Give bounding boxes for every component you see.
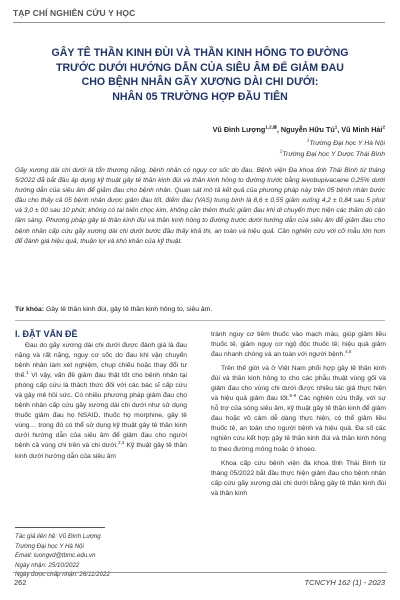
affil-text: Trường Đại học Y Dược Thái Bình xyxy=(282,151,385,158)
journal-section-label: TẠP CHÍ NGHIÊN CỨU Y HỌC xyxy=(13,8,136,18)
affil-text: Trường Đại học Y Hà Nội xyxy=(309,140,385,147)
paragraph: Khoa cấp cứu bệnh viện đa khoa tỉnh Thái Bình từ tháng 05/2022 bắt đầu thực hiện giảm đau cho bệnh nhân cấp cứu gãy xương dài chi dưới bằng gây tê thần kinh đùi và thần kinh xyxy=(211,459,386,497)
author-name: Nguyễn Hữu Tú xyxy=(280,125,335,134)
paragraph-text: Vì vậy, vấn đề giảm đau thật tốt cho bệnh nhân tại phòng cấp cứu là thách thức đối với các bác sĩ cấp cứu và gây mê hồi sức. Có nhiều phương pháp giảm đau cho bệnh nhân cấp cứu gãy xương dài chi dưới như sử dụng thuốc giảm đau họ NSAID, thuốc họ morphine, gây tê vùng… trong đó có thể sử dụng kỹ thuật gây tê thần kinh dưới hướng dẫn của siêu âm để giảm đau cho người bệnh cả vùng chi trên và chi dưới. xyxy=(15,372,187,450)
title-line-2: TRƯỚC DƯỚI HƯỚNG DẪN CỦA SIÊU ÂM ĐỂ GIẢM ĐAU xyxy=(56,61,344,74)
paragraph-text: Các nghiên cứu thấy, với sự hỗ trợ của sóng siêu âm, kỹ thuật gây tê thần kinh để giảm đau hoặc vô cảm dễ dàng thực hiện, có thể giảm liều thuốc tê, an toàn cho người bệnh và hiệu quả. Đa số các nghiên cứu kết hợp gây tê thần kinh đùi và thần kinh hông to theo đường mông hoặc ở khoeo. xyxy=(211,395,386,453)
citation: 6-9 xyxy=(289,393,297,399)
body-column-right xyxy=(211,330,386,499)
author-affil-ref: 2 xyxy=(382,124,385,130)
author-name: Vũ Đình Lượng xyxy=(212,125,266,134)
corresponding-mark: ⊠ xyxy=(272,124,277,130)
keywords-text: Gây tê thần kinh đùi, gây tê thần kinh hông to, siêu âm. xyxy=(44,306,213,313)
section-heading: I. ĐẶT VẤN ĐỀ xyxy=(15,329,78,339)
paragraph-text: tránh nguy cơ tiêm thuốc vào mạch máu, giúp giảm liều thuốc tê, giảm nguy cơ ngộ độc thuốc tê; hiệu quả giảm đau nhanh chóng và an toàn với người bệnh. xyxy=(211,331,386,359)
article-title xyxy=(20,46,380,104)
paragraph xyxy=(211,364,386,454)
footnote-line: Tác giả liên hệ: Vũ Đình Lượng xyxy=(15,533,101,540)
citation: 2,3 xyxy=(117,440,125,446)
footnote-line: Trường Đại học Y Hà Nội xyxy=(15,542,84,550)
author-separator: , xyxy=(337,125,342,134)
body-column-left xyxy=(15,341,187,462)
footnote-line: Ngày được chấp nhận: 26/11/2022 xyxy=(15,571,110,579)
paragraph xyxy=(15,341,187,462)
affil-number: 1 xyxy=(306,137,310,143)
title-line-4: NHÂN 05 TRƯỜNG HỢP ĐẦU TIÊN xyxy=(112,90,288,103)
affiliation-2 xyxy=(150,148,385,158)
affil-number: 2 xyxy=(279,148,283,154)
header-rule xyxy=(13,22,385,23)
keywords xyxy=(15,306,385,313)
title-line-3: CHO BỆNH NHÂN GÃY XƯƠNG DÀI CHI DƯỚI: xyxy=(81,76,319,88)
author-list xyxy=(130,125,385,134)
keywords-label: Từ khóa: xyxy=(15,306,45,313)
footnote-line: Ngày nhận: 25/10/2022 xyxy=(15,561,80,569)
citation: 4,5 xyxy=(345,348,352,354)
affiliation-1 xyxy=(150,137,385,147)
footer-rule xyxy=(13,572,387,573)
paragraph xyxy=(211,330,386,360)
keywords-rule xyxy=(15,320,385,321)
footnote-rule xyxy=(15,527,105,528)
footnotes xyxy=(15,532,187,580)
paragraph-text: Kỹ thuật gây tê thần kinh dưới hướng dẫn của siêu âm xyxy=(15,442,188,460)
footnote-email: Email: luongvd@tbmc.edu.vn xyxy=(15,552,96,560)
citation: 1 xyxy=(26,369,29,375)
author-affil-ref: 1,2, xyxy=(265,124,273,130)
author-separator: , xyxy=(276,125,281,134)
abstract: Gãy xương dài chi dưới là tổn thương nặng, bệnh nhân có nguy cơ sốc do đau. Bệnh viện Đa khoa tỉnh Thái Bình từ tháng 5/2022 đã bắt đầu áp dụng kỹ thuật gây tê thần kinh đùi và thần kinh hông to đường trước bằng levobupivacaine 0,25% dưới hướng dẫn của siêu âm để giảm đau cho bệnh nhân. Quan sát mô tả kết quả của phương pháp này trên 05 bệnh nhân bước đầu cho thấy cả 05 bệnh nhân được giảm đau tốt, điểm đau (VAS) trung bình là 8,6 ± 0,55 giảm xuống 4,2 ± 0,84 sau 5 phút và 3,0 ± 00 sau 10 phút; không có tai biến chọc kim, không cần thêm thuốc giảm đau khi di chuyển thực hiện các thăm dò cận lâm sàng. Phương pháp gây tê thần kinh đùi và thần kinh hông to đường trước dưới hướng dẫn của siêu âm để giảm đau cho bệnh nhân cấp cứu gãy xương dài chi dưới bước đầu thấy khả thi, an toàn và hiệu quả. Cần nghiên cứu với cỡ mẫu lớn hơn để đánh giá hiệu quả, thuận lợi và khó khăn của kỹ thuật. xyxy=(15,167,385,245)
author-affil-ref: 1 xyxy=(334,124,338,130)
page-number: 262 xyxy=(14,578,27,587)
paragraph-text: Đau do gãy xương dài chi dưới được đánh giá là đau nặng và rất nặng, nguy cơ sốc do đau khi vận chuyển bệnh nhân làm xét nghiệm, chụp chiếu hoặc thay đổi tư thế. xyxy=(15,342,187,380)
journal-citation: TCNCYH 162 (1) - 2023 xyxy=(304,578,385,587)
paragraph-text: Trên thế giới và ở Việt Nam phối hợp gây tê thần kinh đùi và thần kinh hông to cho các phẫu thuật vùng gối và giảm đau cho vùng chi dưới được nhiều tác giả thực hiện và hiệu quả giảm đau tốt. xyxy=(211,365,386,403)
title-line-1: GÂY TÊ THẦN KINH ĐÙI VÀ THẦN KINH HÔNG TO ĐƯỜNG xyxy=(51,47,349,59)
author-name: Vũ Minh Hải xyxy=(341,125,383,134)
